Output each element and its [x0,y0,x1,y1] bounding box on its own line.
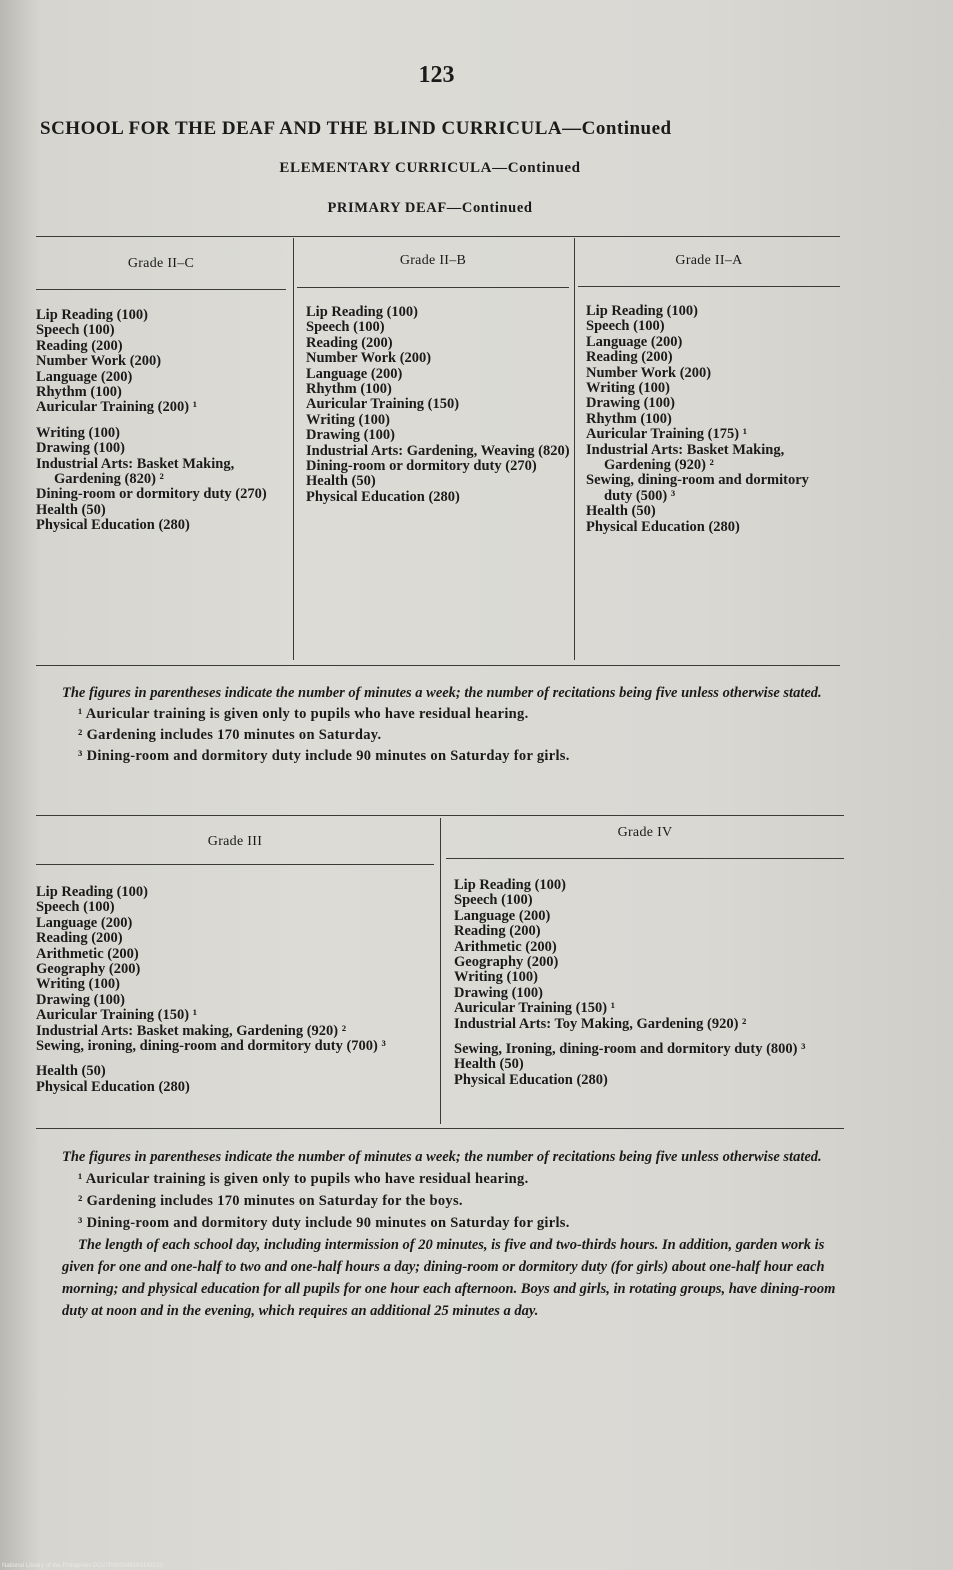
footnote-2: ² Gardening includes 170 minutes on Saturday for the boys. [78,1193,463,1209]
list-item: Reading (200) [36,930,123,947]
list-item: Health (50) [36,1063,106,1080]
list-item: Physical Education (280) [306,488,460,505]
header-rule [36,289,286,290]
list-item: Reading (200) [586,349,673,366]
list-item: Reading (200) [306,334,393,351]
list-item: Sewing, dining-room and dormitory duty (500) ³ [586,472,809,504]
list-item: Arithmetic (200) [36,945,139,962]
scan-footer: National Library of the Philippines DO27P000046163143131 [2,1563,163,1569]
list-item: Lip Reading (100) [36,307,148,323]
subject-list-grade-iv [454,878,844,1088]
list-item: Geography (200) [36,961,141,978]
footnote-3: ³ Dining-room and dormitory duty include 90 minutes on Saturday for girls. [78,1215,570,1231]
list-item: Writing (100) [454,969,538,986]
list-item: Writing (100) [36,424,120,441]
subsection-subtitle: PRIMARY DEAF—Continued [327,200,533,216]
list-item: Number Work (200) [586,364,712,381]
list-item: Dining-room or dormitory duty (270) [306,458,537,475]
list-item: Rhythm (100) [36,384,122,401]
header-rule [578,286,840,287]
list-item: Number Work (200) [306,350,432,367]
page-number: 123 [418,62,455,88]
notes-lead: The figures in parentheses indicate the number of minutes a week; the number of recitations being five unless otherwise stated. [62,1149,822,1165]
table-top-rule [36,815,844,816]
list-item: Lip Reading (100) [36,884,148,900]
list-item: Speech (100) [454,892,533,909]
list-item: Auricular Training (150) ¹ [36,1007,198,1024]
list-item: Speech (100) [36,322,115,339]
list-item: Industrial Arts: Gardening, Weaving (820) [306,442,570,459]
subject-list-grade-ii-a [586,304,840,535]
list-item: Geography (200) [454,954,559,971]
footnote-2: ² Gardening includes 170 minutes on Saturday. [78,727,382,743]
list-item: Language (200) [306,365,403,382]
table-notes-primary [62,683,844,767]
list-item: Drawing (100) [36,991,126,1008]
list-item: Rhythm (100) [586,410,672,427]
list-item: Writing (100) [586,380,670,397]
header-rule [36,864,434,865]
list-item: Drawing (100) [586,395,676,412]
list-item: Speech (100) [586,318,665,335]
list-item: Health (50) [586,503,656,520]
list-item: Drawing (100) [306,427,396,444]
column-divider [574,238,575,660]
column-header-grade-ii-a: Grade II–A [675,253,743,268]
subject-list-grade-ii-b [306,305,570,505]
subject-list-grade-iii [36,885,436,1095]
list-item: Dining-room or dormitory duty (270) [36,486,267,503]
list-item: Industrial Arts: Basket Making, Gardening (920) ² [586,441,785,474]
list-item: Industrial Arts: Basket making, Gardening (920) ² [36,1022,347,1039]
list-item: Auricular Training (200) ¹ [36,399,198,416]
list-item: Number Work (200) [36,353,162,370]
column-header-grade-ii-c: Grade II–C [127,256,195,271]
list-item: Writing (100) [36,976,120,993]
table-notes-upper [62,1146,848,1322]
header-rule [297,287,569,288]
list-item: Language (200) [454,907,551,924]
footnote-1: ¹ Auricular training is given only to pupils who have residual hearing. [78,1171,529,1187]
list-item: Industrial Arts: Basket Making, Gardening (820) ² [36,455,235,488]
list-item: Speech (100) [36,899,115,916]
list-item: Language (200) [36,368,133,385]
table-top-rule [36,236,840,237]
list-item: Drawing (100) [454,984,544,1001]
column-header-grade-iv: Grade IV [617,825,673,840]
list-item: Lip Reading (100) [306,304,418,320]
page-title: SCHOOL FOR THE DEAF AND THE BLIND CURRICULA—Continued [40,118,672,139]
list-item: Lip Reading (100) [586,303,698,319]
school-day-note: The length of each school day, including intermission of 20 minutes, is five and two-thirds hours. In addition, garden work is given for one and one-half to two and one-half hours a day; dining-room or dormitory duty (for girls) about one-half hour each morning; and physical education for all pupils for one hour each afternoon. Boys and girls, in rotating groups, have dining-room duty at noon and in the evening, which requires an additional 25 minutes a day. [62,1237,836,1319]
list-item: Arithmetic (200) [454,938,557,955]
list-item: Physical Education (280) [586,518,740,535]
list-item: Auricular Training (150) [306,396,460,413]
header-rule [446,858,844,859]
list-item: Health (50) [36,501,106,518]
footnote-1: ¹ Auricular training is given only to pupils who have residual hearing. [78,706,529,722]
subject-list-grade-ii-c [36,308,288,534]
list-item: Drawing (100) [36,440,126,457]
list-item: Physical Education (280) [454,1071,608,1088]
list-item: Language (200) [36,914,133,931]
list-item: Sewing, Ironing, dining-room and dormitory duty (800) ³ [454,1041,806,1058]
list-item: Auricular Training (175) ¹ [586,426,748,443]
list-item: Reading (200) [454,923,541,940]
list-item: Lip Reading (100) [454,877,566,893]
list-item: Auricular Training (150) ¹ [454,1000,616,1017]
column-header-grade-ii-b: Grade II–B [399,253,467,268]
section-subtitle: ELEMENTARY CURRICULA—Continued [279,160,581,176]
list-item: Language (200) [586,333,683,350]
list-item: Health (50) [306,473,376,490]
footnote-3: ³ Dining-room and dormitory duty include 90 minutes on Saturday for girls. [78,748,570,764]
table-bottom-rule [36,1128,844,1129]
list-item: Health (50) [454,1056,524,1073]
list-item: Rhythm (100) [306,381,392,398]
notes-lead: The figures in parentheses indicate the number of minutes a week; the number of recitations being five unless otherwise stated. [62,685,822,701]
list-item: Physical Education (280) [36,1078,190,1095]
list-item: Reading (200) [36,337,123,354]
column-header-grade-iii: Grade III [207,834,263,849]
column-divider [293,238,294,660]
list-item: Speech (100) [306,319,385,336]
table-bottom-rule [36,665,840,666]
column-divider [440,818,441,1124]
list-item: Physical Education (280) [36,517,190,534]
list-item: Industrial Arts: Toy Making, Gardening (920) ² [454,1015,747,1032]
list-item: Sewing, ironing, dining-room and dormitory duty (700) ³ [36,1038,386,1055]
list-item: Writing (100) [306,411,390,428]
